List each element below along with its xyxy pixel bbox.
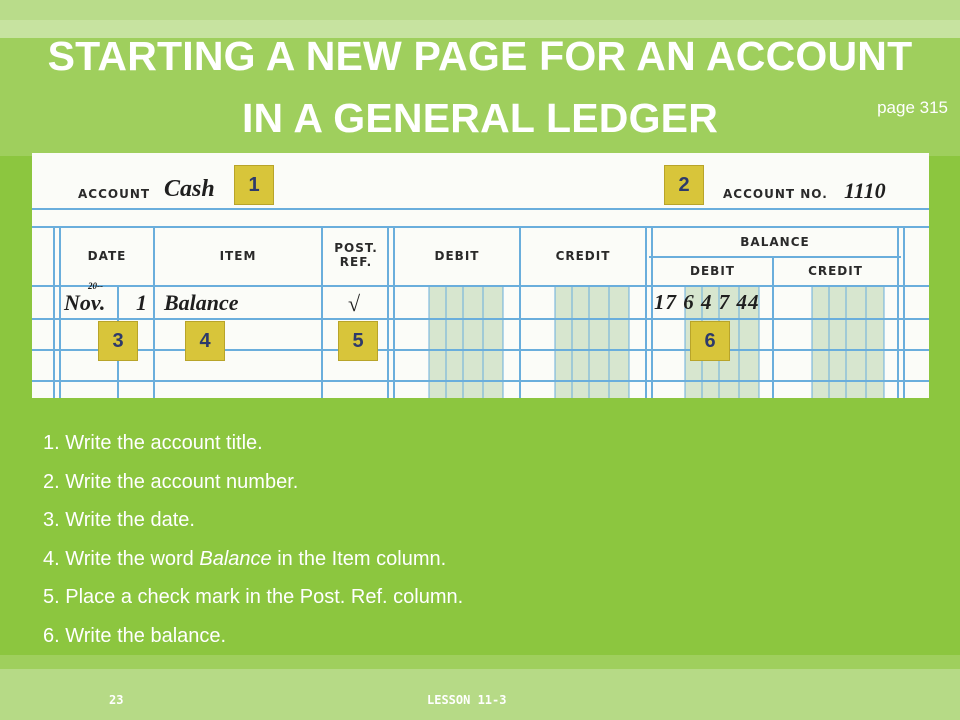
slide-title-line-2: IN A GENERAL LEDGER bbox=[241, 95, 719, 141]
step-4-text-end: in the Item column. bbox=[271, 547, 447, 570]
ledger-form bbox=[32, 153, 929, 398]
footer-band-dark bbox=[0, 655, 960, 669]
entry-month: Nov. bbox=[64, 290, 106, 315]
account-no-label: ACCOUNT NO. bbox=[723, 187, 828, 201]
col-balance-credit: CREDIT bbox=[808, 264, 863, 278]
account-title: Cash bbox=[164, 176, 215, 202]
step-4 bbox=[43, 540, 463, 579]
col-credit: CREDIT bbox=[555, 249, 611, 263]
check-mark: √ bbox=[348, 291, 361, 316]
col-item: ITEM bbox=[219, 249, 257, 263]
marker-4: 4 bbox=[185, 321, 225, 361]
slide-number: 23 bbox=[109, 693, 124, 707]
entry-year: 20-- bbox=[88, 281, 103, 291]
marker-1: 1 bbox=[234, 165, 274, 205]
col-debit: DEBIT bbox=[434, 249, 480, 263]
entry-day: 1 bbox=[136, 290, 147, 315]
entry-balance-debit: 17 6 4 7 44 bbox=[654, 290, 760, 314]
step-4-emphasis: Balance bbox=[199, 547, 272, 570]
step-2: 2. Write the account number. bbox=[43, 470, 299, 493]
step-1: 1. Write the account title. bbox=[43, 432, 263, 454]
marker-5: 5 bbox=[338, 321, 378, 361]
slide-title-line-1: STARTING A NEW PAGE FOR AN ACCOUNT bbox=[47, 33, 913, 79]
col-balance-debit: DEBIT bbox=[690, 264, 735, 278]
step-4-text: 4. Write the word bbox=[43, 547, 200, 570]
marker-3: 3 bbox=[98, 321, 138, 361]
col-date: DATE bbox=[87, 249, 127, 263]
instruction-list bbox=[43, 424, 463, 655]
step-5: 5. Place a check mark in the Post. Ref. column. bbox=[43, 586, 464, 608]
top-band bbox=[0, 0, 960, 20]
marker-6: 6 bbox=[690, 321, 730, 361]
lesson-label: LESSON 11-3 bbox=[427, 693, 507, 707]
step-6: 6. Write the balance. bbox=[43, 624, 227, 647]
entry-item: Balance bbox=[164, 290, 239, 315]
account-number: 1110 bbox=[844, 178, 886, 203]
step-3: 3. Write the date. bbox=[43, 509, 195, 531]
account-label: ACCOUNT bbox=[78, 187, 151, 201]
col-balance: BALANCE bbox=[740, 235, 810, 249]
page-reference: page 315 bbox=[877, 98, 948, 117]
marker-2: 2 bbox=[664, 165, 704, 205]
col-post-ref: POST. REF. bbox=[334, 241, 378, 269]
